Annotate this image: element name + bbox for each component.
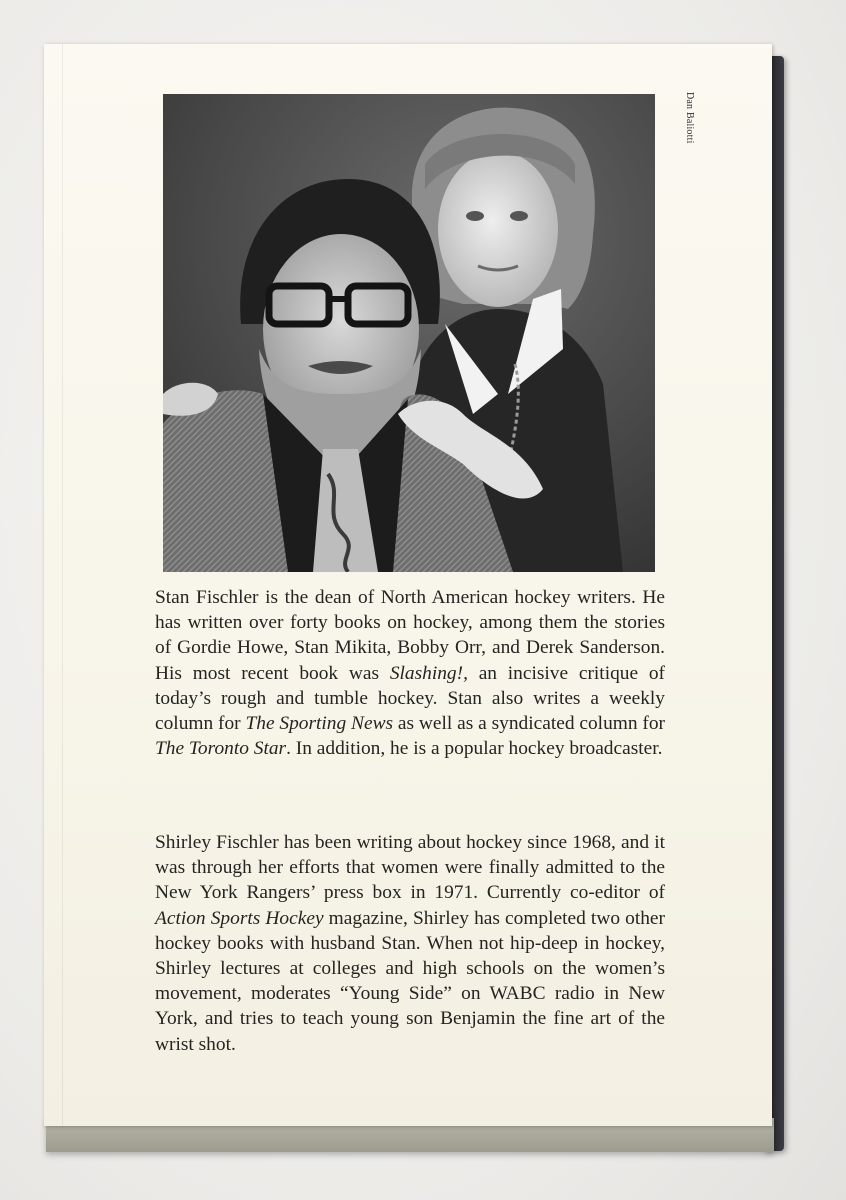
dust-jacket-back bbox=[44, 44, 772, 1126]
bio-stan-book-title: Slashing!, bbox=[389, 662, 468, 684]
bio-stan-publication-2: The Toronto Star bbox=[155, 738, 287, 760]
author-portrait-photo bbox=[163, 94, 655, 572]
photo-credit-text: Dan Baliotti bbox=[684, 92, 695, 144]
bio-stan-text-3: as well as a syndicated column for bbox=[393, 713, 666, 735]
bio-shirley-text-2: magazine, Shirley has completed two other hockey books with husband Stan. When not hip-deep in hockey, Shirley lectures at colleges and high schools on the women’s movement, moderates “Young Side” on WABC radio in New York, and tries to teach young son Benjamin the fine art of the wrist shot. bbox=[155, 907, 665, 1055]
photo-credit bbox=[684, 92, 700, 212]
bio-stan-text-4: . In addition, he is a popular hockey broadcaster. bbox=[286, 738, 663, 760]
bio-paragraph-shirley bbox=[155, 830, 665, 1057]
bio-stan-text-2: an incisive critique of today’s rough and tumble hockey. Stan also writes a weekly column for bbox=[155, 662, 665, 735]
bio-stan-publication-1: The Sporting News bbox=[245, 713, 394, 735]
bio-shirley-text-1: Shirley Fischler has been writing about hockey since 1968, and it was through her efforts that women were finally admitted to the New York Rangers’ press box in 1971. Currently co-editor of bbox=[155, 832, 665, 904]
bio-paragraph-stan bbox=[155, 585, 665, 761]
bio-stan-text-1: Stan Fischler is the dean of North American hockey writers. He has written over forty books on hockey, among them the stories of Gordie Howe, Stan Mikita, Bobby Orr, and Derek Sanderson. His most recent book was bbox=[155, 587, 665, 684]
bio-shirley-publication: Action Sports Hockey bbox=[155, 907, 324, 929]
portrait-photo-icon bbox=[163, 94, 655, 572]
jacket-fold-line bbox=[62, 44, 63, 1126]
